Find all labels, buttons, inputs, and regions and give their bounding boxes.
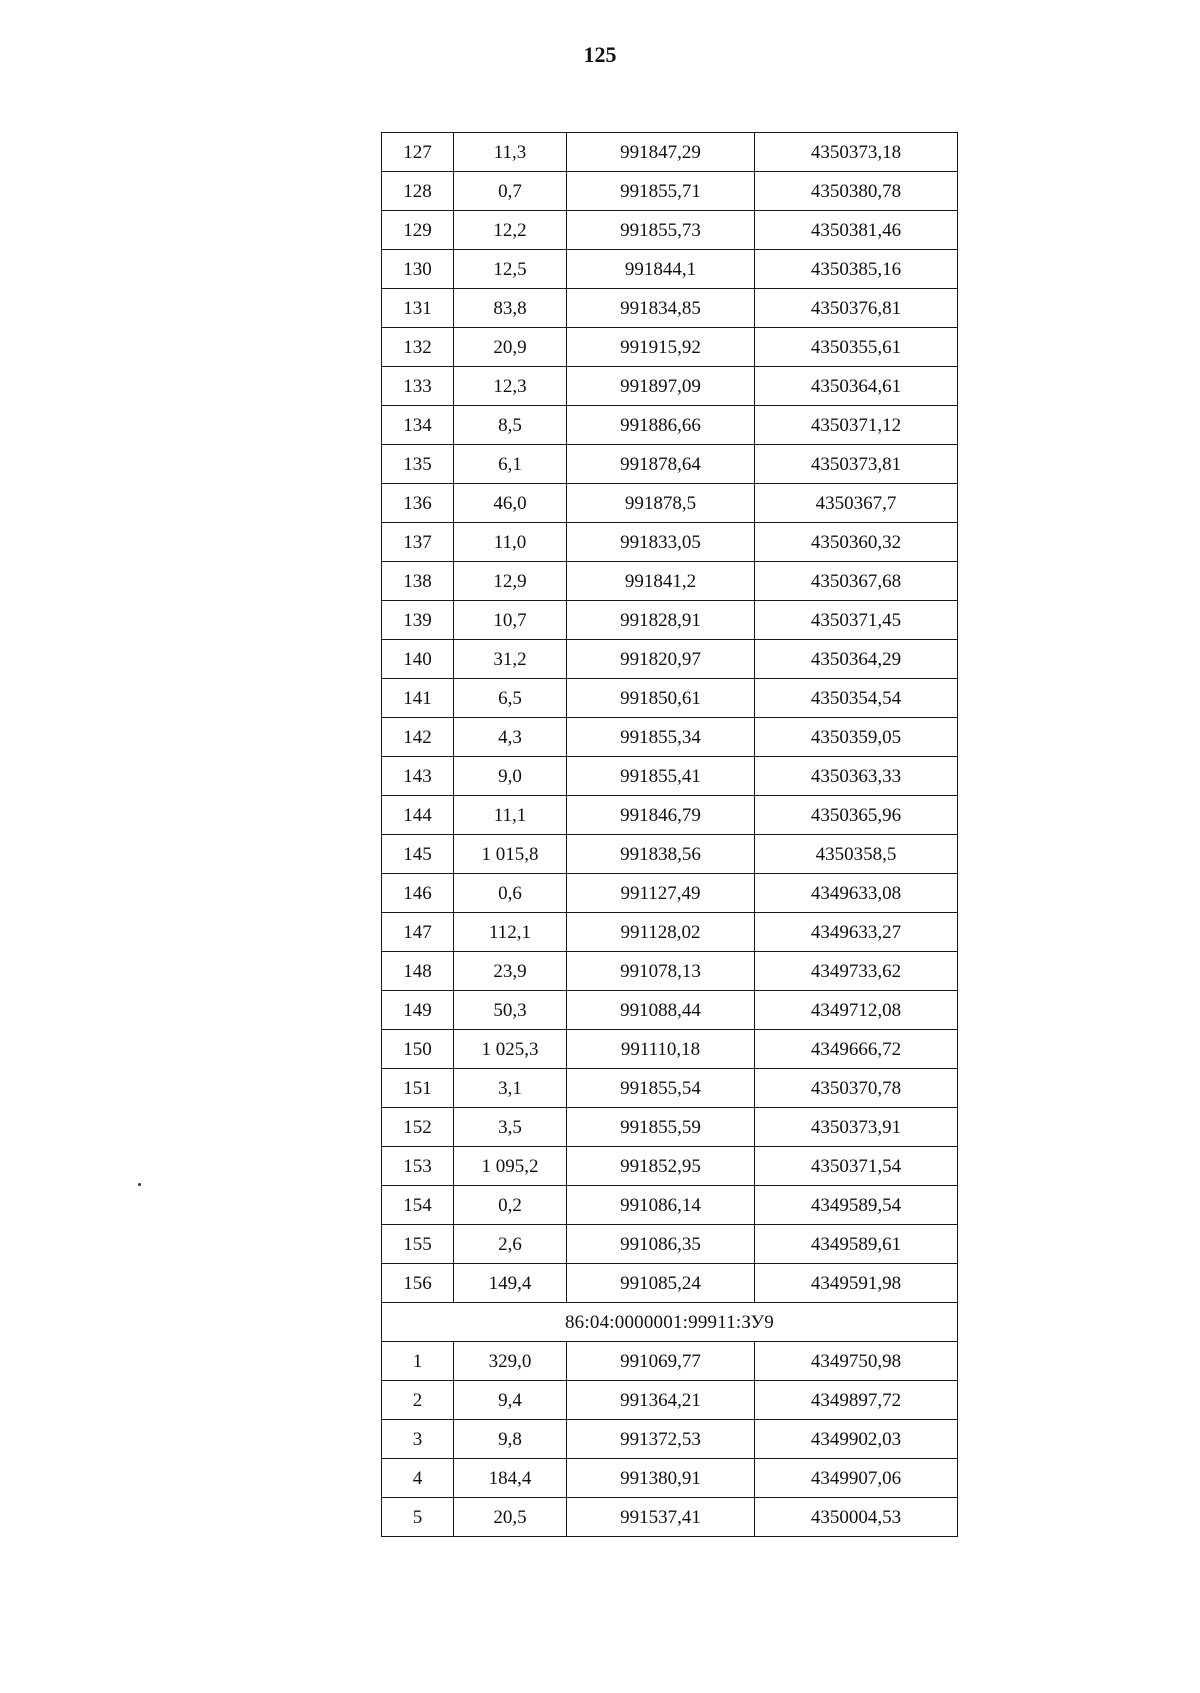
length-cell: 9,4 [454, 1381, 567, 1420]
length-cell: 9,8 [454, 1420, 567, 1459]
point-number-cell: 154 [382, 1186, 454, 1225]
table-row [382, 601, 958, 640]
x-coordinate-cell: 991110,18 [567, 1030, 755, 1069]
y-coordinate-cell: 4350371,54 [755, 1147, 958, 1186]
length-cell: 6,1 [454, 445, 567, 484]
y-coordinate-cell: 4350376,81 [755, 289, 958, 328]
coordinates-table [381, 132, 958, 1537]
table-row [382, 1030, 958, 1069]
y-coordinate-cell: 4350380,78 [755, 172, 958, 211]
x-coordinate-cell: 991834,85 [567, 289, 755, 328]
x-coordinate-cell: 991855,71 [567, 172, 755, 211]
x-coordinate-cell: 991088,44 [567, 991, 755, 1030]
table-row [382, 172, 958, 211]
y-coordinate-cell: 4350367,7 [755, 484, 958, 523]
table-row [382, 1147, 958, 1186]
length-cell: 184,4 [454, 1459, 567, 1498]
y-coordinate-cell: 4349666,72 [755, 1030, 958, 1069]
point-number-cell: 155 [382, 1225, 454, 1264]
x-coordinate-cell: 991878,5 [567, 484, 755, 523]
y-coordinate-cell: 4350373,91 [755, 1108, 958, 1147]
x-coordinate-cell: 991364,21 [567, 1381, 755, 1420]
table-row [382, 1381, 958, 1420]
point-number-cell: 130 [382, 250, 454, 289]
y-coordinate-cell: 4350367,68 [755, 562, 958, 601]
point-number-cell: 140 [382, 640, 454, 679]
length-cell: 329,0 [454, 1342, 567, 1381]
length-cell: 12,5 [454, 250, 567, 289]
y-coordinate-cell: 4350358,5 [755, 835, 958, 874]
table-row [382, 250, 958, 289]
x-coordinate-cell: 991833,05 [567, 523, 755, 562]
point-number-cell: 142 [382, 718, 454, 757]
point-number-cell: 1 [382, 1342, 454, 1381]
length-cell: 20,9 [454, 328, 567, 367]
y-coordinate-cell: 4349633,27 [755, 913, 958, 952]
point-number-cell: 139 [382, 601, 454, 640]
x-coordinate-cell: 991086,35 [567, 1225, 755, 1264]
y-coordinate-cell: 4350004,53 [755, 1498, 958, 1537]
table-row [382, 640, 958, 679]
point-number-cell: 2 [382, 1381, 454, 1420]
table-row [382, 289, 958, 328]
table-row [382, 1186, 958, 1225]
x-coordinate-cell: 991085,24 [567, 1264, 755, 1303]
length-cell: 112,1 [454, 913, 567, 952]
length-cell: 23,9 [454, 952, 567, 991]
x-coordinate-cell: 991897,09 [567, 367, 755, 406]
y-coordinate-cell: 4350360,32 [755, 523, 958, 562]
x-coordinate-cell: 991078,13 [567, 952, 755, 991]
point-number-cell: 150 [382, 1030, 454, 1069]
point-number-cell: 128 [382, 172, 454, 211]
y-coordinate-cell: 4350359,05 [755, 718, 958, 757]
x-coordinate-cell: 991820,97 [567, 640, 755, 679]
y-coordinate-cell: 4349712,08 [755, 991, 958, 1030]
y-coordinate-cell: 4350363,33 [755, 757, 958, 796]
table-row [382, 406, 958, 445]
y-coordinate-cell: 4350373,81 [755, 445, 958, 484]
point-number-cell: 151 [382, 1069, 454, 1108]
table-row [382, 484, 958, 523]
point-number-cell: 138 [382, 562, 454, 601]
table-row [382, 952, 958, 991]
table-row [382, 1498, 958, 1537]
section-header-row [382, 1303, 958, 1342]
x-coordinate-cell: 991846,79 [567, 796, 755, 835]
point-number-cell: 153 [382, 1147, 454, 1186]
x-coordinate-cell: 991915,92 [567, 328, 755, 367]
y-coordinate-cell: 4349591,98 [755, 1264, 958, 1303]
x-coordinate-cell: 991828,91 [567, 601, 755, 640]
y-coordinate-cell: 4349733,62 [755, 952, 958, 991]
y-coordinate-cell: 4349589,54 [755, 1186, 958, 1225]
point-number-cell: 131 [382, 289, 454, 328]
x-coordinate-cell: 991855,59 [567, 1108, 755, 1147]
y-coordinate-cell: 4350373,18 [755, 133, 958, 172]
x-coordinate-cell: 991086,14 [567, 1186, 755, 1225]
y-coordinate-cell: 4350381,46 [755, 211, 958, 250]
point-number-cell: 127 [382, 133, 454, 172]
length-cell: 0,2 [454, 1186, 567, 1225]
length-cell: 11,3 [454, 133, 567, 172]
point-number-cell: 144 [382, 796, 454, 835]
length-cell: 12,2 [454, 211, 567, 250]
point-number-cell: 141 [382, 679, 454, 718]
y-coordinate-cell: 4349902,03 [755, 1420, 958, 1459]
length-cell: 12,3 [454, 367, 567, 406]
length-cell: 31,2 [454, 640, 567, 679]
point-number-cell: 156 [382, 1264, 454, 1303]
table-row [382, 718, 958, 757]
scan-speck [138, 1183, 141, 1186]
table-row [382, 328, 958, 367]
table-row [382, 523, 958, 562]
length-cell: 2,6 [454, 1225, 567, 1264]
table-row [382, 796, 958, 835]
length-cell: 0,7 [454, 172, 567, 211]
point-number-cell: 136 [382, 484, 454, 523]
y-coordinate-cell: 4350371,45 [755, 601, 958, 640]
x-coordinate-cell: 991855,54 [567, 1069, 755, 1108]
x-coordinate-cell: 991127,49 [567, 874, 755, 913]
x-coordinate-cell: 991380,91 [567, 1459, 755, 1498]
x-coordinate-cell: 991847,29 [567, 133, 755, 172]
x-coordinate-cell: 991886,66 [567, 406, 755, 445]
x-coordinate-cell: 991069,77 [567, 1342, 755, 1381]
y-coordinate-cell: 4350354,54 [755, 679, 958, 718]
length-cell: 10,7 [454, 601, 567, 640]
y-coordinate-cell: 4350385,16 [755, 250, 958, 289]
y-coordinate-cell: 4350355,61 [755, 328, 958, 367]
table-row [382, 991, 958, 1030]
x-coordinate-cell: 991855,41 [567, 757, 755, 796]
x-coordinate-cell: 991855,73 [567, 211, 755, 250]
point-number-cell: 145 [382, 835, 454, 874]
table-row [382, 1420, 958, 1459]
length-cell: 4,3 [454, 718, 567, 757]
cadastral-number-title: 86:04:0000001:99911:ЗУ9 [382, 1303, 958, 1342]
table-row [382, 1069, 958, 1108]
coordinates-table-body [382, 133, 958, 1537]
table-row [382, 835, 958, 874]
table-row [382, 1342, 958, 1381]
length-cell: 6,5 [454, 679, 567, 718]
y-coordinate-cell: 4349589,61 [755, 1225, 958, 1264]
point-number-cell: 143 [382, 757, 454, 796]
x-coordinate-cell: 991855,34 [567, 718, 755, 757]
length-cell: 20,5 [454, 1498, 567, 1537]
point-number-cell: 133 [382, 367, 454, 406]
x-coordinate-cell: 991838,56 [567, 835, 755, 874]
length-cell: 9,0 [454, 757, 567, 796]
table-row [382, 211, 958, 250]
x-coordinate-cell: 991878,64 [567, 445, 755, 484]
table-row [382, 1459, 958, 1498]
table-row [382, 913, 958, 952]
point-number-cell: 4 [382, 1459, 454, 1498]
table-row [382, 1264, 958, 1303]
length-cell: 3,1 [454, 1069, 567, 1108]
y-coordinate-cell: 4350364,61 [755, 367, 958, 406]
y-coordinate-cell: 4349633,08 [755, 874, 958, 913]
y-coordinate-cell: 4349897,72 [755, 1381, 958, 1420]
length-cell: 83,8 [454, 289, 567, 328]
point-number-cell: 152 [382, 1108, 454, 1147]
point-number-cell: 137 [382, 523, 454, 562]
length-cell: 8,5 [454, 406, 567, 445]
x-coordinate-cell: 991844,1 [567, 250, 755, 289]
y-coordinate-cell: 4350371,12 [755, 406, 958, 445]
length-cell: 1 025,3 [454, 1030, 567, 1069]
point-number-cell: 3 [382, 1420, 454, 1459]
table-row [382, 679, 958, 718]
point-number-cell: 129 [382, 211, 454, 250]
length-cell: 1 095,2 [454, 1147, 567, 1186]
length-cell: 50,3 [454, 991, 567, 1030]
length-cell: 0,6 [454, 874, 567, 913]
table-row [382, 445, 958, 484]
table-row [382, 367, 958, 406]
length-cell: 11,1 [454, 796, 567, 835]
x-coordinate-cell: 991128,02 [567, 913, 755, 952]
point-number-cell: 5 [382, 1498, 454, 1537]
length-cell: 1 015,8 [454, 835, 567, 874]
y-coordinate-cell: 4349750,98 [755, 1342, 958, 1381]
length-cell: 3,5 [454, 1108, 567, 1147]
x-coordinate-cell: 991537,41 [567, 1498, 755, 1537]
point-number-cell: 135 [382, 445, 454, 484]
point-number-cell: 132 [382, 328, 454, 367]
point-number-cell: 147 [382, 913, 454, 952]
x-coordinate-cell: 991841,2 [567, 562, 755, 601]
length-cell: 12,9 [454, 562, 567, 601]
point-number-cell: 134 [382, 406, 454, 445]
x-coordinate-cell: 991372,53 [567, 1420, 755, 1459]
y-coordinate-cell: 4350365,96 [755, 796, 958, 835]
length-cell: 46,0 [454, 484, 567, 523]
y-coordinate-cell: 4349907,06 [755, 1459, 958, 1498]
point-number-cell: 148 [382, 952, 454, 991]
table-row [382, 1225, 958, 1264]
table-row [382, 757, 958, 796]
length-cell: 11,0 [454, 523, 567, 562]
point-number-cell: 149 [382, 991, 454, 1030]
x-coordinate-cell: 991850,61 [567, 679, 755, 718]
point-number-cell: 146 [382, 874, 454, 913]
page-number: 125 [583, 42, 617, 67]
table-row [382, 133, 958, 172]
table-row [382, 562, 958, 601]
table-row [382, 874, 958, 913]
x-coordinate-cell: 991852,95 [567, 1147, 755, 1186]
y-coordinate-cell: 4350364,29 [755, 640, 958, 679]
length-cell: 149,4 [454, 1264, 567, 1303]
y-coordinate-cell: 4350370,78 [755, 1069, 958, 1108]
table-row [382, 1108, 958, 1147]
